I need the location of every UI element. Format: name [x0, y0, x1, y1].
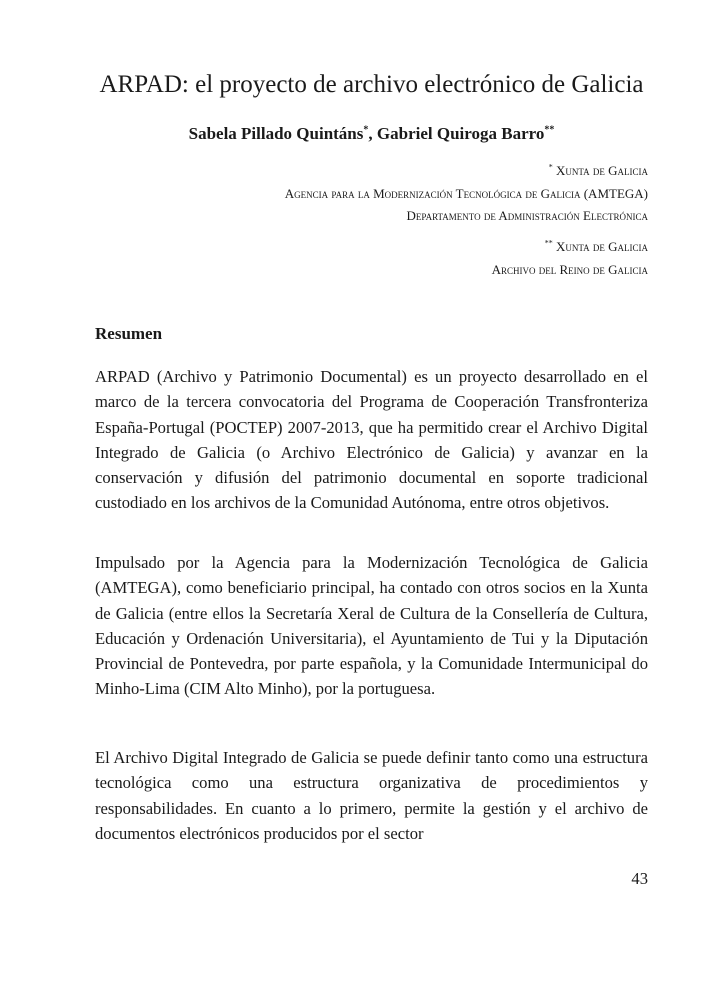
author-mark: **: [544, 124, 555, 136]
paper-page: [95, 0, 648, 1005]
affiliation-line: [492, 236, 648, 259]
abstract-paragraph: Impulsado por la Agencia para la Modernización Tecnológica de Galicia (AMTEGA), como beneficiario principal, ha contado con otros socios en la Xunta de Galicia (entre ellos la Secretaría Xeral de Cultura de la Consellería de Cultura, Educación y Ordenación Universitaria), el Ayuntamiento de Tui y la Diputación Provincial de Pontevedra, por parte española, y la Comunidade Intermunicipal do Minho-Lima (CIM Alto Minho), por la portuguesa.: [95, 553, 648, 699]
paper-title: ARPAD: el proyecto de archivo electrónico de Galicia: [99, 71, 644, 98]
affiliation-block: [285, 160, 648, 228]
affiliation-line: Agencia para la Modernización Tecnológica de Galicia (AMTEGA): [284, 185, 648, 201]
affiliation-line: Archivo del Reino de Galicia: [491, 261, 648, 277]
author-name: Sabela Pillado Quintáns: [188, 124, 364, 143]
affiliation-block: [492, 236, 648, 281]
author-separator: ,: [368, 124, 377, 143]
affiliation-line: Departamento de Administración Electrónica: [406, 208, 648, 223]
affiliation-org: Xunta de Galicia: [555, 239, 648, 254]
abstract-paragraph: El Archivo Digital Integrado de Galicia se puede definir tanto como una estructura tecnológica como una estructura organizativa de procedimientos y responsabilidades. En cuanto a lo primero, permite la gestión y el archivo de documentos electrónicos producidos por el sector: [95, 748, 648, 843]
affiliation-line: [285, 160, 648, 183]
abstract-paragraph: ARPAD (Archivo y Patrimonio Documental) es un proyecto desarrollado en el marco de la tercera convocatoria del Programa de Cooperación Transfronteriza España-Portugal (POCTEP) 2007-2013, que ha permitido crear el Archivo Digital Integrado de Galicia (o Archivo Electrónico de Galicia) y avanzar en la conservación y difusión del patrimonio documental en soporte tradicional custodiado en los archivos de la Comunidad Autónoma, entre otros objetivos.: [95, 367, 648, 513]
author-list: [95, 122, 648, 146]
affiliation-org: Xunta de Galicia: [555, 163, 648, 178]
affiliation-mark: **: [544, 238, 553, 248]
author-name: Gabriel Quiroga Barro: [376, 124, 545, 143]
page-number: 43: [631, 869, 648, 888]
section-heading: Resumen: [95, 324, 163, 343]
affiliation-mark: *: [548, 162, 553, 172]
author-mark: *: [363, 124, 369, 136]
